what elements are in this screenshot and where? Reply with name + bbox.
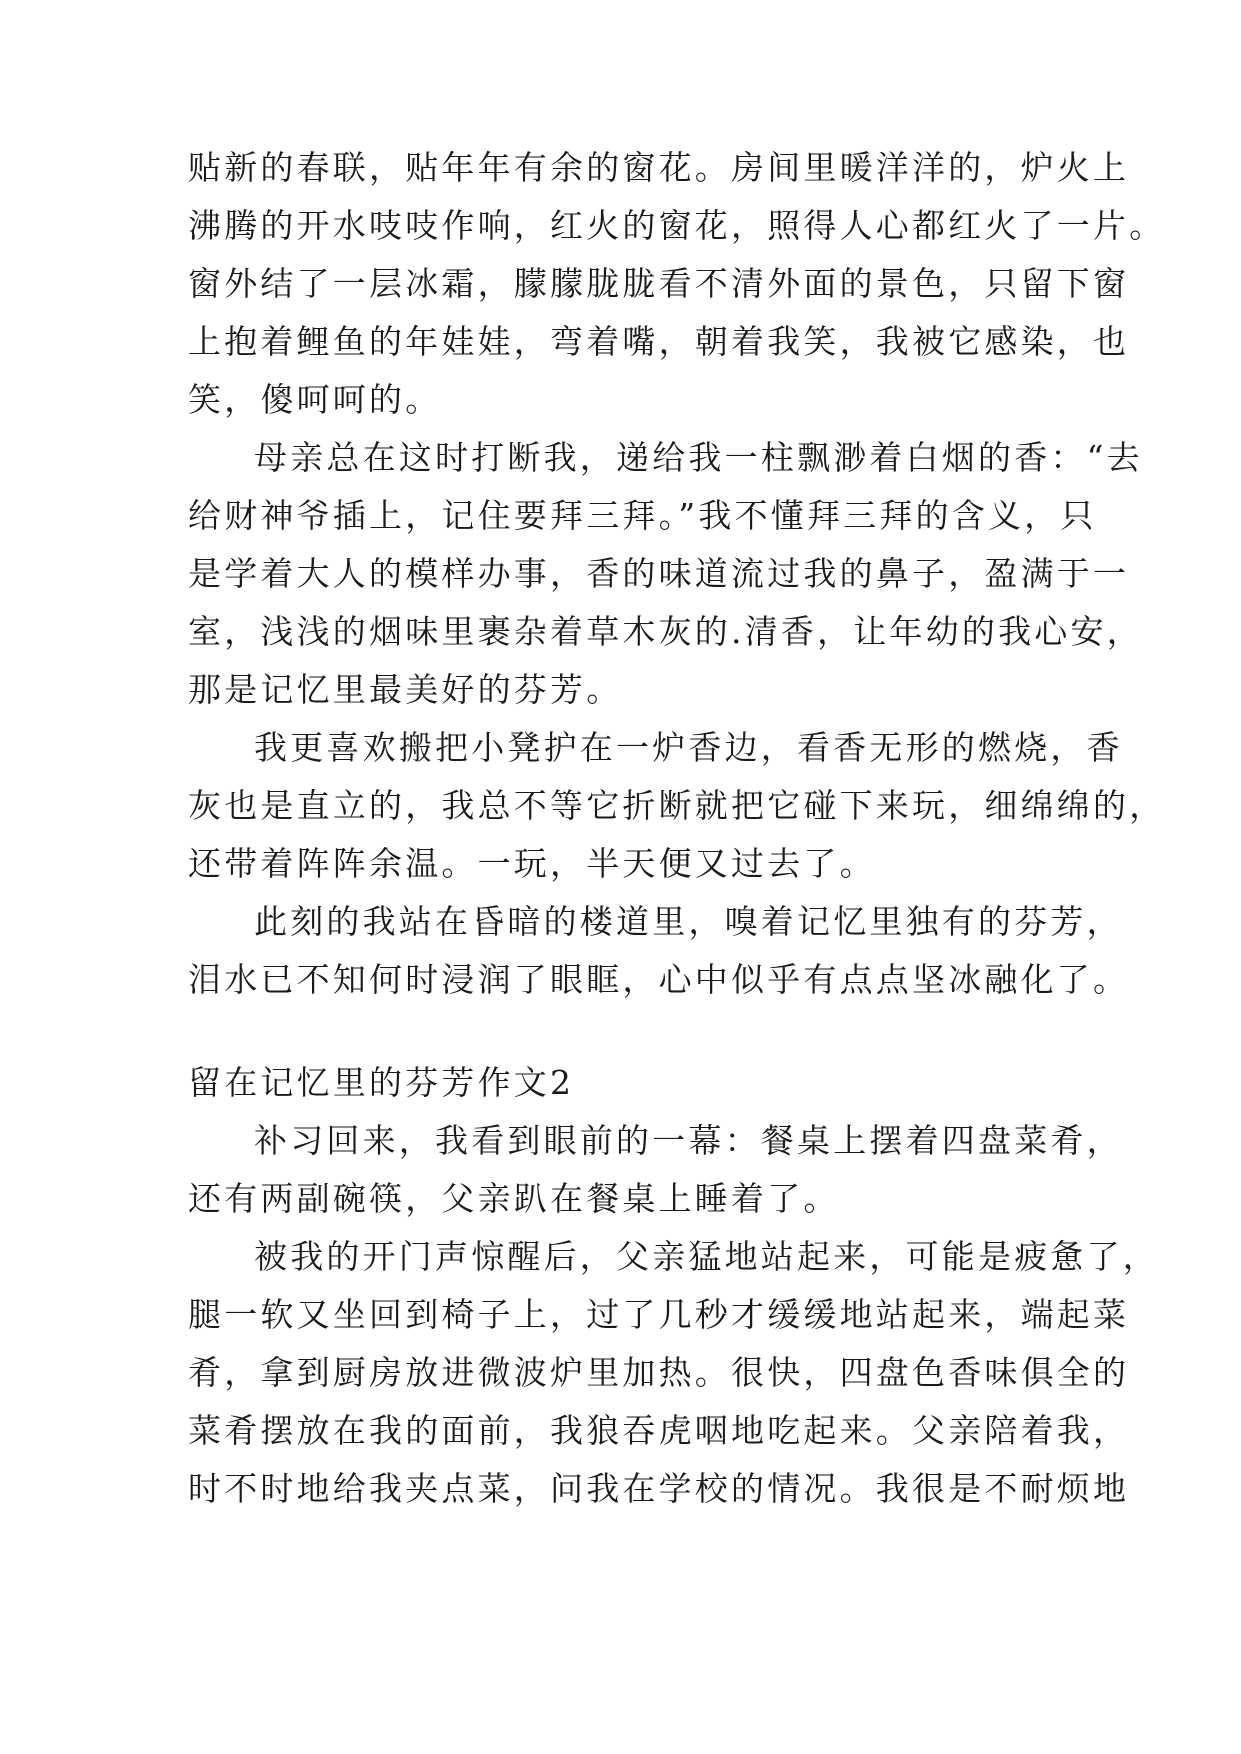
paragraph-line: 腿一软又坐回到椅子上，过了几秒才缓缓地站起来，端起菜 — [188, 1295, 1130, 1334]
paragraph-line: 沸腾的开水吱吱作响，红火的窗花，照得人心都红火了一片。 — [188, 206, 1166, 245]
paragraph-line: 笑，傻呵呵的。 — [188, 380, 442, 419]
paragraph-line: 灰也是直立的，我总不等它折断就把它碰下来玩，细绵绵的， — [188, 786, 1166, 825]
paragraph-line: 室，浅浅的烟味里裹杂着草木灰的.清香，让年幼的我心安， — [188, 612, 1143, 651]
paragraph-line: 被我的开门声惊醒后，父亲猛地站起来，可能是疲惫了， — [254, 1237, 1159, 1276]
paragraph-line: 泪水已不知何时浸润了眼眶，心中似乎有点点坚冰融化了。 — [188, 960, 1130, 999]
paragraph-line: 菜肴摆放在我的面前，我狼吞虎咽地吃起来。父亲陪着我， — [188, 1411, 1130, 1450]
paragraph-line: 还有两副碗筷，父亲趴在餐桌上睡着了。 — [188, 1179, 840, 1218]
section-title: 留在记忆里的芬芳作文2 — [188, 1063, 575, 1102]
paragraph-line: 肴，拿到厨房放进微波炉里加热。很快，四盘色香味俱全的 — [188, 1353, 1130, 1392]
paragraph-line: 贴新的春联，贴年年有余的窗花。房间里暖洋洋的，炉火上 — [188, 148, 1130, 187]
paragraph-line: 时不时地给我夹点菜，问我在学校的情况。我很是不耐烦地 — [188, 1469, 1130, 1508]
paragraph-line: 那是记忆里最美好的芬芳。 — [188, 670, 623, 709]
paragraph-line: 母亲总在这时打断我，递给我一柱飘渺着白烟的香：“去 — [254, 438, 1143, 477]
paragraph-line: 我更喜欢搬把小凳护在一炉香边，看香无形的燃烧，香 — [254, 728, 1123, 767]
paragraph-line: 上抱着鲤鱼的年娃娃，弯着嘴，朝着我笑，我被它感染，也 — [188, 322, 1130, 361]
paragraph-line: 给财神爷插上，记住要拜三拜。”我不懂拜三拜的含义，只 — [188, 496, 1097, 535]
paragraph-line: 还带着阵阵余温。一玩，半天便又过去了。 — [188, 844, 876, 883]
paragraph-line: 是学着大人的模样办事，香的味道流过我的鼻子，盈满于一 — [188, 554, 1130, 593]
paragraph-line: 此刻的我站在昏暗的楼道里，嗅着记忆里独有的芬芳， — [254, 902, 1123, 941]
paragraph-line: 窗外结了一层冰霜，朦朦胧胧看不清外面的景色，只留下窗 — [188, 264, 1130, 303]
paragraph-line: 补习回来，我看到眼前的一幕：餐桌上摆着四盘菜肴， — [254, 1121, 1123, 1160]
